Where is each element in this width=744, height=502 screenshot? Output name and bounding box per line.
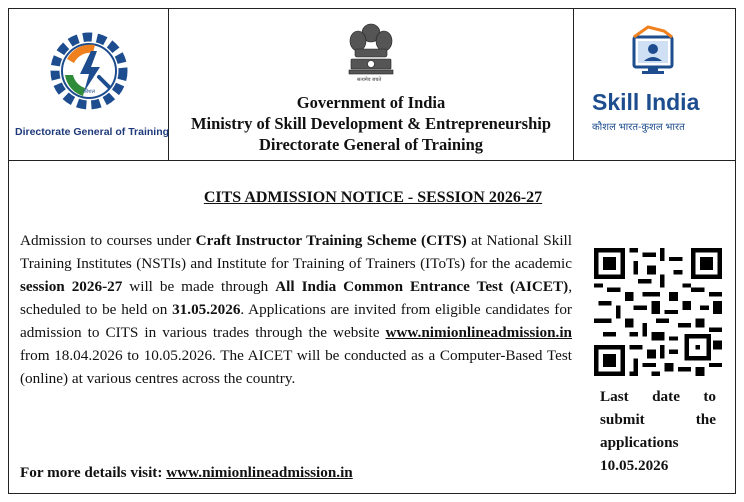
header-line-directorate: Directorate General of Training xyxy=(258,135,484,154)
notice-title xyxy=(9,189,737,207)
emblem-motto: सत्यमेव जयते xyxy=(357,78,382,83)
last-date-value: 10.05.2026 xyxy=(600,457,669,474)
dgt-logo-caption: Directorate General of Training xyxy=(15,126,170,138)
dgt-logo xyxy=(9,9,169,124)
national-emblem xyxy=(345,21,397,79)
body-website-link[interactable]: www.nimionlineadmission.in xyxy=(385,324,572,341)
notice-frame xyxy=(8,8,736,494)
svg-text:कौशल: कौशल xyxy=(83,89,95,95)
last-date-word-last: Last xyxy=(600,388,629,405)
body-part-3: will be made through xyxy=(122,278,276,295)
last-date-word-submit: submit xyxy=(600,411,645,428)
body-part-6: from 18.04.2026 to 10.05.2026. The AICET will be conducted as a Computer-Based Test (online) at various centres across the country. xyxy=(20,347,572,387)
last-date-word-the: the xyxy=(695,411,716,428)
last-date-line-3: applications xyxy=(600,434,679,451)
header-line-ministry: Ministry of Skill Development & Entrepreneurship xyxy=(190,114,552,133)
body-aicet: All India Common Entrance Test (AICET) xyxy=(275,278,569,295)
footer-website-link[interactable]: www.nimionlineadmission.in xyxy=(166,464,353,481)
header xyxy=(9,9,735,161)
skill-india-cell xyxy=(574,9,735,160)
last-date-word-date: date xyxy=(652,388,680,405)
skill-india-tagline: कौशल भारत-कुशल भारत xyxy=(592,122,685,133)
skill-india-logo xyxy=(574,9,735,159)
last-date-line-1 xyxy=(600,385,716,408)
body-part-4: , scheduled to be held on xyxy=(20,278,572,318)
qr-code[interactable] xyxy=(594,247,722,377)
body-part-1: Admission to courses under xyxy=(20,232,196,249)
dgt-logo-cell xyxy=(9,9,169,160)
notice-title-text: CITS ADMISSION NOTICE - SESSION 2026-27 xyxy=(203,189,543,206)
body-part-5: . Applications are invited from eligible candidates for admission to CITS in various trades through the website xyxy=(20,301,572,341)
skill-india-mark xyxy=(574,9,735,89)
body-part-2: at National Skill Training Institutes (NSTIs) and Institute for Training of Trainers (IToTs) for the academic xyxy=(20,232,572,272)
last-date-word-to: to xyxy=(703,388,716,405)
body-cits: Craft Instructor Training Scheme (CITS) xyxy=(195,232,467,249)
skill-india-title: Skill India xyxy=(592,89,700,115)
last-date-line-2 xyxy=(600,408,716,431)
header-line-government: Government of India xyxy=(296,93,446,112)
notice-body xyxy=(20,229,572,390)
footer-label: For more details visit: xyxy=(20,464,167,481)
ministry-title-cell xyxy=(169,9,574,160)
last-date-box xyxy=(600,385,716,477)
body-exam-date: 31.05.2026 xyxy=(172,301,241,318)
footer-details xyxy=(20,464,353,482)
body-session: session 2026-27 xyxy=(20,278,123,295)
